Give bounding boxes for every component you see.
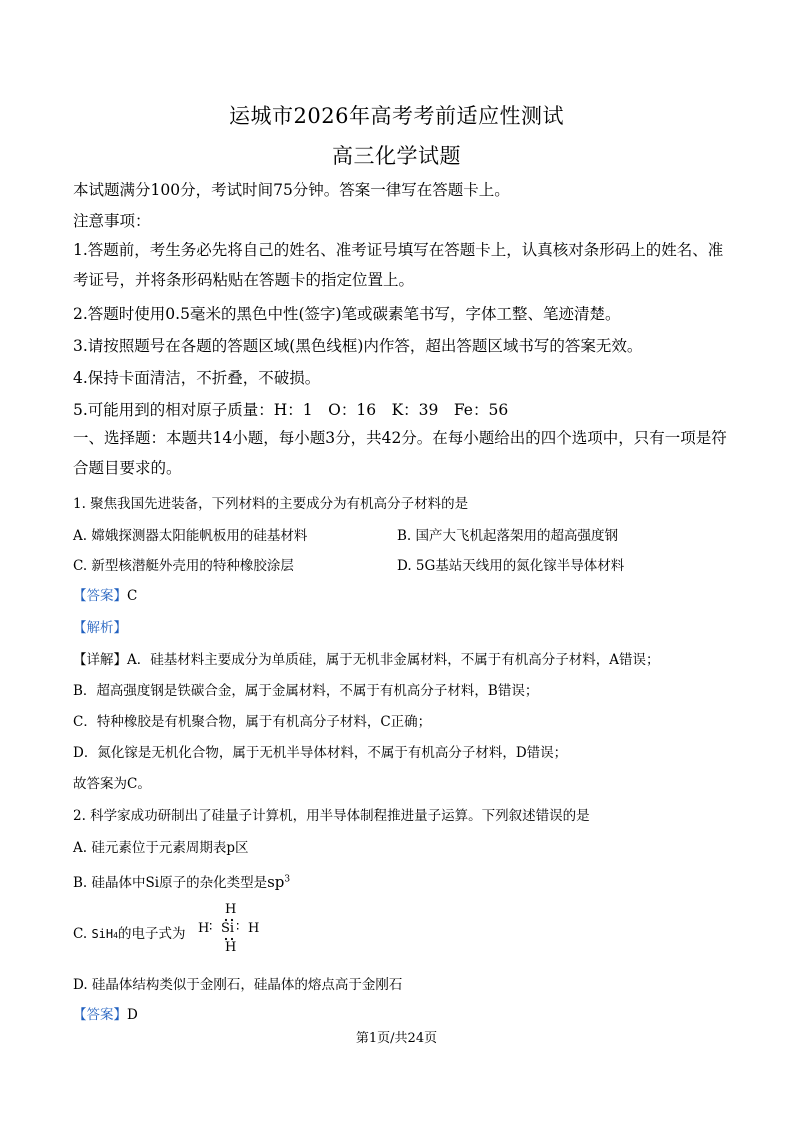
q2-stem: 2. 科学家成功研制出了硅量子计算机，用半导体制程推进量子运算。下列叙述错误的是 (73, 808, 590, 824)
q2-option-d: D. 硅晶体结构类似于金刚石，硅晶体的熔点高于金刚石 (73, 977, 403, 993)
q2-option-a: A. 硅元素位于元素周期表p区 (73, 840, 249, 856)
q1-answer (73, 584, 733, 604)
notice-2: 2.答题时使用0.5毫米的黑色中性(签字)笔或碳素笔书写，字体工整、笔迹清楚。 (73, 305, 621, 323)
notice-5: 5.可能用到的相对原子质量：H：1 O：16 K：39 Fe：56 (73, 401, 509, 419)
notice-title: 注意事项： (73, 212, 151, 230)
sih4-lewis-structure (198, 902, 270, 958)
q1-detail-d: D．氮化镓是无机化合物，属于无机半导体材料，不属于有机高分子材料，D错误； (73, 745, 568, 761)
notice-1: 1.答题前，考生务必先将自己的姓名、准考证号填写在答题卡上，认真核对条形码上的姓名、准考证号，并将条形码粘贴在答题卡的指定位置上。 (73, 241, 724, 289)
q1-detail-b: B．超高强度钢是铁碳合金，属于金属材料，不属于有机高分子材料，B错误； (73, 683, 539, 699)
lewis-dot-pairs (198, 902, 270, 958)
q2-answer (73, 1003, 733, 1023)
q1-stem: 1. 聚焦我国先进装备，下列材料的主要成分为有机高分子材料的是 (73, 496, 469, 512)
lewis-h-top: H (225, 902, 237, 917)
lewis-h-bottom: H (225, 940, 237, 955)
lewis-pair-left: ∶ (209, 920, 213, 935)
q1-detail-a: 【详解】A．硅基材料主要成分为单质硅，属于无机非金属材料，不属于有机高分子材料，A错误； (73, 652, 660, 668)
lewis-pair-right: ∶ (236, 920, 240, 935)
q1-option-d: D. 5G基站天线用的氮化镓半导体材料 (397, 558, 625, 574)
q1-conclusion: 故答案为C。 (73, 776, 151, 792)
answer-tag: 【答案】 (73, 1007, 127, 1023)
q1-analysis (73, 616, 733, 636)
notice-4: 4.保持卡面清洁，不折叠，不破损。 (73, 369, 321, 387)
exam-subtitle: 高三化学试题 (332, 144, 461, 168)
section-heading: 一、选择题：本题共14小题，每小题3分，共42分。在每小题给出的四个选项中，只有一项是符合题目要求的。 (73, 429, 727, 477)
exam-title: 运城市2026年高考考前适应性测试 (229, 104, 564, 128)
answer-tag: 【答案】 (73, 588, 127, 604)
q1-option-c: C. 新型核潜艇外壳用的特种橡胶涂层 (73, 558, 294, 574)
q2-option-b: B. 硅晶体中Si原子的杂化类型是$sp^3$ (73, 873, 291, 891)
lewis-si: Si (221, 921, 235, 936)
analysis-tag: 【解析】 (73, 620, 127, 636)
q2-option-c: C. SiH4的电子式为 (73, 926, 186, 942)
page-footer: 第1页/共24页 (355, 1031, 438, 1046)
q1-option-b: B. 国产大飞机起落架用的超高强度钢 (397, 528, 619, 544)
notice-3: 3.请按照题号在各题的答题区域(黑色线框)内作答，超出答题区域书写的答案无效。 (73, 337, 643, 355)
intro-text: 本试题满分100分，考试时间75分钟。答案一律写在答题卡上。 (73, 181, 510, 199)
q1-option-a: A. 嫦娥探测器太阳能帆板用的硅基材料 (73, 528, 308, 544)
q1-detail-c: C．特种橡胶是有机聚合物，属于有机高分子材料，C正确； (73, 714, 432, 730)
lewis-h-right: H (248, 921, 260, 936)
q2-answer-value: D (127, 1007, 138, 1023)
q1-answer-value: C (127, 588, 138, 604)
detail-tag: 【详解】 (73, 652, 127, 668)
lewis-h-left: H (198, 921, 210, 936)
